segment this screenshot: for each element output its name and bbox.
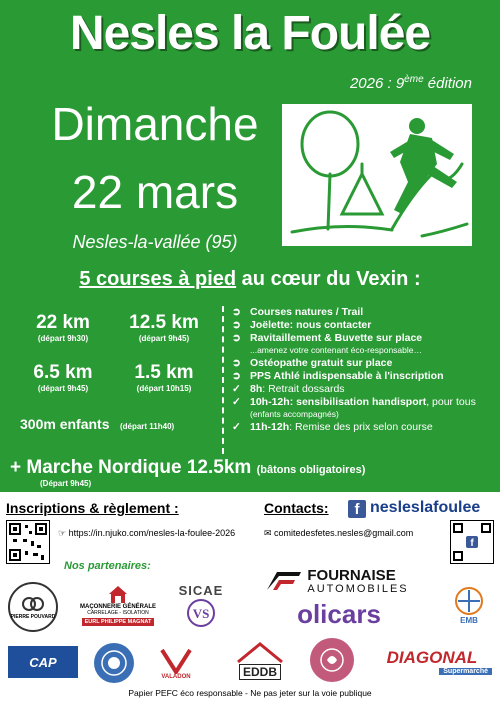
eddb-logo: EDDB — [218, 638, 302, 684]
race-12-5km: 12.5 km (départ 9h45) — [129, 312, 199, 343]
diagonal-logo: DIAGONAL Supermarché — [372, 646, 492, 676]
rose-badge-logo — [310, 638, 354, 682]
fournaise-logo: FOURNAISE AUTOMOBILES — [238, 566, 434, 596]
circle-badge-logo — [94, 643, 134, 683]
facebook-name[interactable]: nesleslafoulee — [370, 499, 481, 516]
facebook-qr-icon — [450, 520, 494, 564]
info-item: ➲ Joëlette: nous contacter — [232, 319, 372, 331]
headline: 5 courses à pied au cœur du Vexin : — [79, 268, 421, 290]
inscriptions-title: Inscriptions & règlement : — [6, 500, 179, 516]
event-place: Nesles-la-vallée (95) — [72, 232, 238, 252]
cap-logo: CAP — [8, 646, 78, 678]
info-list — [232, 306, 494, 434]
race-6-5km: 6.5 km (départ 9h45) — [33, 362, 93, 393]
info-item: ➲ PPS Athlé indispensable à l'inscription — [232, 370, 444, 382]
facebook-icon: f — [348, 500, 366, 518]
partners-title: Nos partenaires: — [64, 560, 151, 572]
marche-departure: (Départ 9h45) — [40, 479, 92, 488]
race-300m: 300m enfants (départ 11h40) — [20, 416, 175, 432]
svg-text:VS: VS — [192, 605, 210, 621]
schedule-item: ✓ 11h-12h: Remise des prix selon course — [232, 421, 433, 433]
arrow-icon: ➲ — [232, 357, 241, 369]
schedule-item: ✓ 8h: Retrait dossards — [232, 383, 345, 395]
contacts-title: Contacts: — [264, 500, 329, 516]
arrow-icon: ➲ — [232, 306, 241, 318]
registration-url[interactable]: ☞ https://in.njuko.com/nesles-la-foulee-2026 — [58, 528, 236, 538]
sicae-logo: SICAE VS — [176, 577, 226, 633]
info-item: ➲ Ostéopathe gratuit sur place — [232, 357, 393, 369]
arrow-icon: ➲ — [232, 319, 241, 331]
pierre-pouvard-logo: PIERRE POUVARD — [8, 582, 58, 632]
contact-email[interactable]: ✉ comitedesfetes.nesles@gmail.com — [264, 528, 414, 538]
marche-nordique: + Marche Nordique 12.5km (bâtons obligatoires) — [10, 457, 366, 478]
divider — [222, 306, 224, 454]
edition-label: 2026 : 9ème édition — [349, 74, 472, 92]
info-item: ➲ Ravitaillement & Buvette sur place — [232, 332, 423, 344]
olicars-logo: olicars — [297, 598, 381, 629]
event-title: Nesles la Foulée — [69, 7, 431, 60]
schedule-item: ✓ 10h-12h: sensibilisation handisport, pour tous (enfants accompagnés) — [232, 396, 476, 419]
event-date: 22 mars — [71, 166, 239, 218]
maconnerie-logo: MAÇONNERIE GÉNÉRALE CARRELAGE - ISOLATION EURL PHILIPPE MAGNAT — [70, 575, 166, 635]
info-note: ...amenez votre contenant éco-responsable… — [250, 345, 422, 355]
footer-note: Papier PEFC éco responsable - Ne pas jeter sur la voie publique — [128, 688, 372, 698]
runner-illustration — [282, 104, 472, 246]
arrow-icon: ➲ — [232, 332, 241, 344]
check-icon: ✓ — [232, 383, 241, 395]
event-day: Dimanche — [51, 98, 259, 150]
emb-logo: EMB — [446, 582, 492, 628]
info-item: ➲ Courses natures / Trail — [232, 306, 364, 318]
mail-icon: ✉ — [264, 528, 275, 538]
valadon-logo: VALADON — [148, 642, 204, 684]
arrow-icon: ➲ — [232, 370, 241, 382]
cursor-icon: ☞ — [58, 528, 69, 538]
race-22km: 22 km (départ 9h30) — [36, 312, 90, 343]
race-1-5km: 1.5 km (départ 10h15) — [134, 362, 194, 393]
check-icon: ✓ — [232, 421, 241, 433]
check-icon: ✓ — [232, 396, 241, 408]
svg-text:f: f — [470, 538, 474, 549]
qr-code-icon — [6, 520, 50, 564]
